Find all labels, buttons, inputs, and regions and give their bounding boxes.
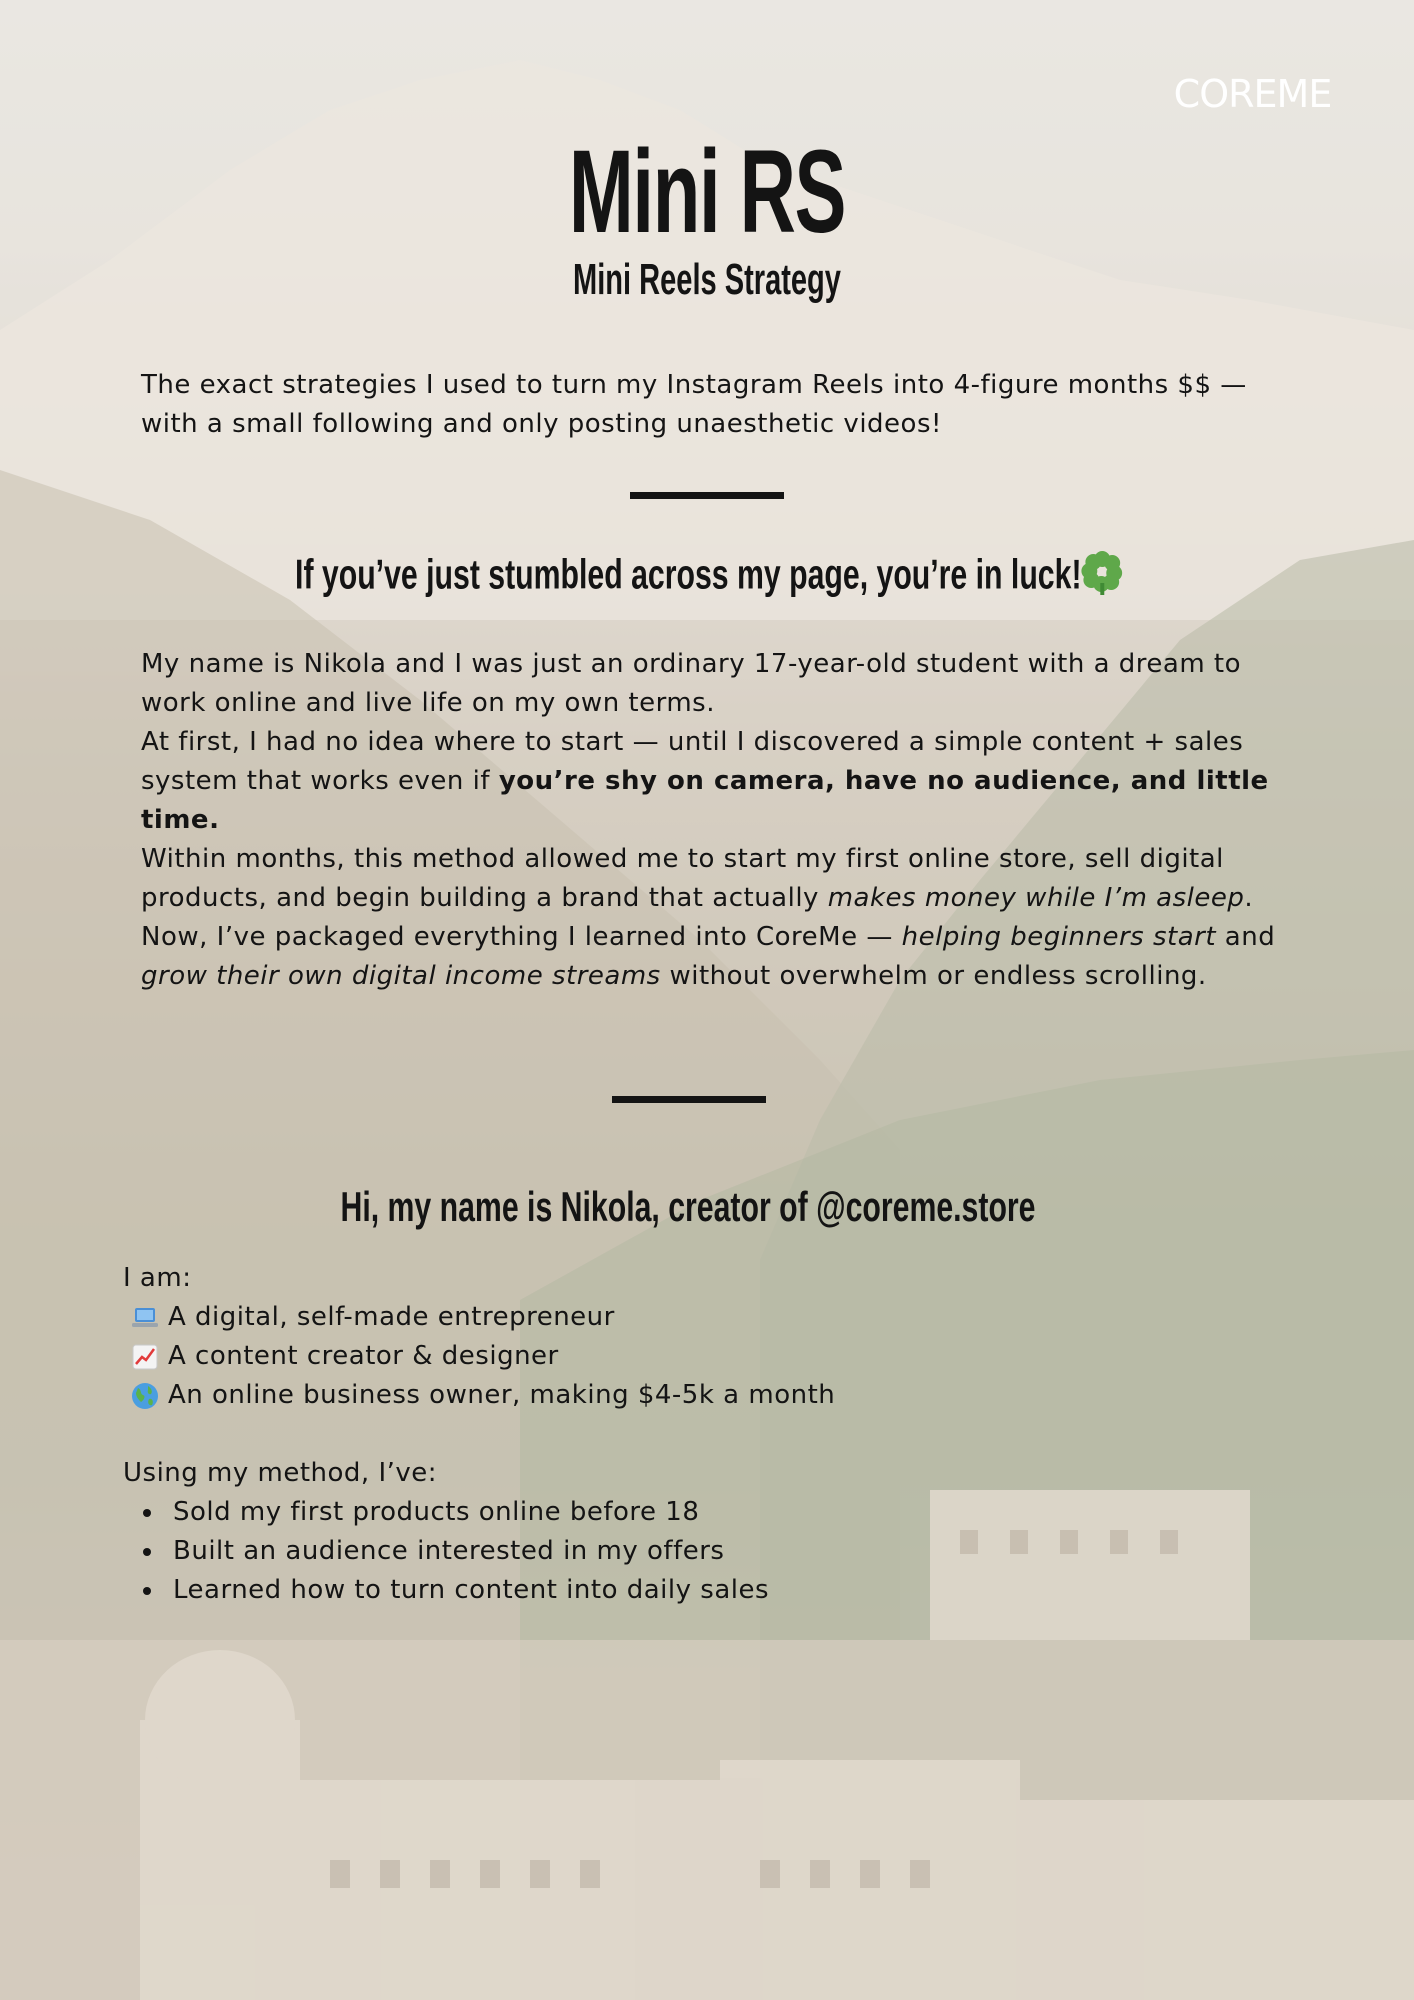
story-paragraph-4-end: without overwhelm or endless scrolling. [660,961,1207,991]
intro-line-2: with a small following and only posting unaesthetic videos! [141,409,942,439]
brand-logo: COREME [1173,72,1332,116]
i-am-item [123,1376,1223,1415]
i-am-item [123,1337,1223,1376]
story-paragraph-2 [141,723,1301,840]
method-label: Using my method, I’ve: [123,1458,438,1488]
bullet-icon [143,1587,151,1595]
bullet-icon [143,1548,151,1556]
globe-icon [130,1381,160,1411]
chart-increasing-svg [132,1344,158,1370]
i-am-item-text: A content creator & designer [168,1341,559,1371]
achievement-text: Sold my first products online before 18 [173,1497,700,1527]
bullet-icon [143,1509,151,1517]
section-heading-luck [198,549,1216,606]
laptop-svg [131,1306,159,1330]
story-paragraph-4-italic-2: grow their own digital income streams [141,961,661,991]
story-section [141,645,1301,996]
divider-2 [612,1096,766,1103]
story-paragraph-4-text: Now, I’ve packaged everything I learned into CoreMe — [141,922,902,952]
page-subtitle: Mini Reels Strategy [573,255,841,304]
intro-text [141,366,1281,444]
i-am-item [123,1298,1223,1337]
about-section [123,1259,1223,1610]
achievement-item [123,1532,1223,1571]
i-am-label: I am: [123,1263,192,1293]
laptop-icon [130,1303,160,1333]
story-paragraph-3 [141,840,1301,918]
intro-line-1: The exact strategies I used to turn my Instagram Reels into 4-figure months $$ — [141,370,1247,400]
divider-1 [630,492,784,499]
story-paragraph-2-bold: you’re shy on camera, have no audience, and little time. [141,766,1269,835]
story-paragraph-4 [141,918,1301,996]
spacer [123,1415,1223,1454]
story-paragraph-1: My name is Nikola and I was just an ordinary 17-year-old student with a dream to work online and live life on my own terms. [141,649,1242,718]
story-paragraph-2-text: At first, I had no idea where to start — until I discovered a simple content + sales system that works even if [141,727,1244,796]
story-paragraph-3-text: Within months, this method allowed me to start my first online store, sell digital products, and begin building a brand that actually [141,844,1224,913]
story-paragraph-4-italic-1: helping beginners start [901,922,1217,952]
chart-increasing-icon [130,1342,160,1372]
i-am-item-text: A digital, self-made entrepreneur [168,1302,615,1332]
four-leaf-clover-icon [1080,549,1126,606]
story-paragraph-4-mid: and [1216,922,1276,952]
page-title: Mini RS [568,126,846,258]
i-am-item-text: An online business owner, making $4-5k a month [168,1380,836,1410]
four-leaf-clover-svg [1080,549,1126,595]
section-heading-luck-text: If you’ve just stumbled across my page, you’re in luck! [295,550,1082,598]
story-paragraph-3-italic: makes money while I’m asleep [827,883,1245,913]
section-heading-about: Hi, my name is Nikola, creator of @coreme.store [340,1183,1036,1230]
achievement-item [123,1493,1223,1532]
achievement-item [123,1571,1223,1610]
globe-svg [131,1382,159,1410]
achievement-text: Learned how to turn content into daily sales [173,1575,770,1605]
story-paragraph-3-end: . [1244,883,1254,913]
achievement-text: Built an audience interested in my offers [173,1536,725,1566]
